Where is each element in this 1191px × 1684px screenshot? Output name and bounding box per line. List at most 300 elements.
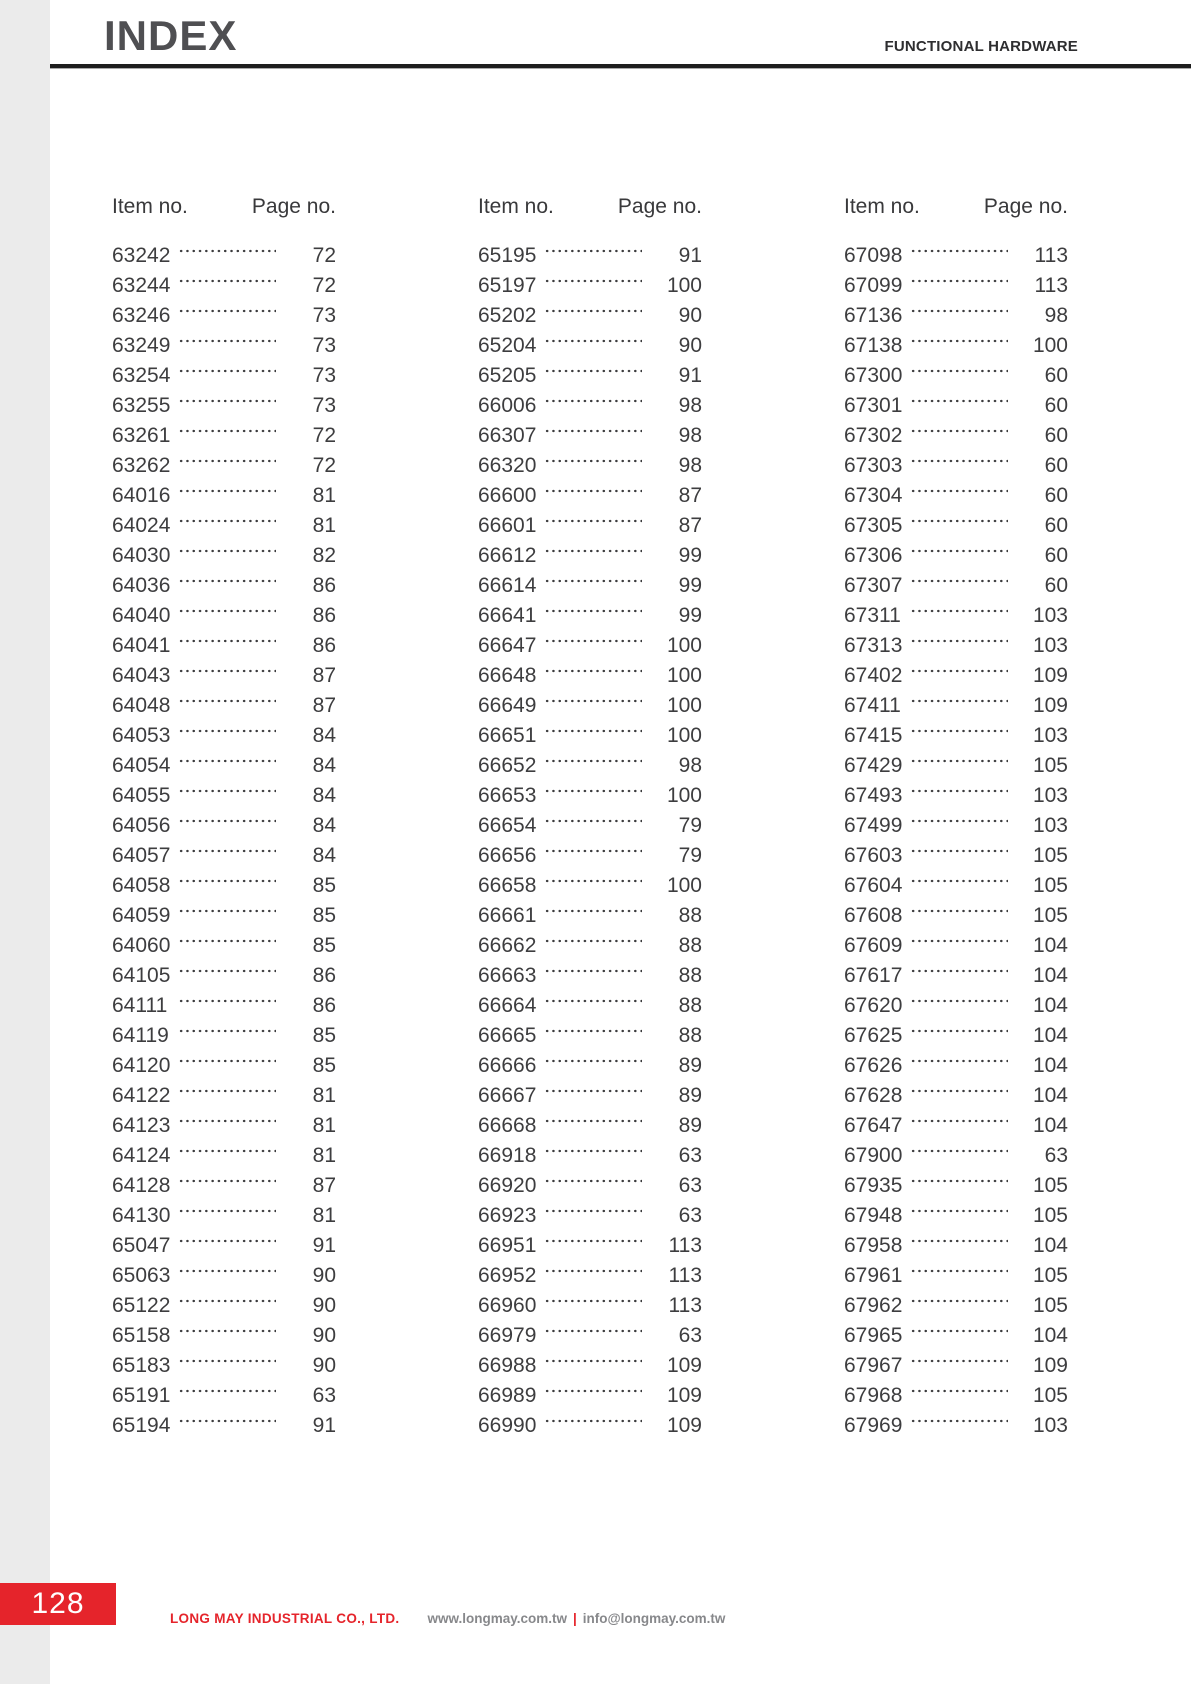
- index-row: [478, 961, 702, 991]
- dot-leader: [544, 1029, 642, 1033]
- page-number: 103: [1032, 724, 1068, 747]
- page-number: 104: [1032, 994, 1068, 1017]
- index-row: [478, 691, 702, 721]
- dot-leader: [910, 1299, 1008, 1303]
- index-row: [478, 1081, 702, 1111]
- item-number: 66988: [478, 1354, 537, 1377]
- page-number: 91: [678, 364, 702, 387]
- dot-leader: [910, 339, 1008, 343]
- index-rows: [478, 241, 702, 1441]
- index-row: [112, 1051, 336, 1081]
- page-number: 84: [312, 784, 336, 807]
- dot-leader: [910, 609, 1008, 613]
- page-number: 109: [1032, 694, 1068, 717]
- index-row: [844, 1141, 1068, 1171]
- dot-leader: [178, 789, 276, 793]
- page-number: 87: [678, 484, 702, 507]
- item-number: 67402: [844, 664, 903, 687]
- index-row: [112, 481, 336, 511]
- dot-leader: [544, 609, 642, 613]
- index-row: [112, 811, 336, 841]
- page-no-header: Page no.: [251, 195, 336, 218]
- index-row: [478, 541, 702, 571]
- dot-leader: [178, 459, 276, 463]
- item-number: 67969: [844, 1414, 903, 1437]
- index-row: [112, 271, 336, 301]
- dot-leader: [910, 1359, 1008, 1363]
- item-number: 67304: [844, 484, 903, 507]
- dot-leader: [910, 639, 1008, 643]
- page-number: 90: [678, 304, 702, 327]
- index-row: [478, 1351, 702, 1381]
- footer-line: [170, 1610, 725, 1628]
- item-number: 64048: [112, 694, 171, 717]
- page-number: 89: [678, 1054, 702, 1077]
- item-number: 67411: [844, 694, 901, 717]
- item-number: 64059: [112, 904, 171, 927]
- page-number: 104: [1032, 1024, 1068, 1047]
- page-no-header: Page no.: [983, 195, 1068, 218]
- item-number: 64120: [112, 1054, 171, 1077]
- item-number: 63242: [112, 244, 171, 267]
- column-header: [844, 195, 1068, 219]
- page-number: 60: [1044, 364, 1068, 387]
- index-row: [478, 1321, 702, 1351]
- dot-leader: [910, 849, 1008, 853]
- item-number: 63255: [112, 394, 171, 417]
- page-number-badge: 128: [0, 1583, 116, 1625]
- index-row: [844, 631, 1068, 661]
- index-row: [478, 331, 702, 361]
- page-number: 86: [312, 964, 336, 987]
- page-number: 113: [1034, 274, 1068, 297]
- dot-leader: [544, 339, 642, 343]
- dot-leader: [178, 399, 276, 403]
- index-row: [478, 511, 702, 541]
- page-number: 60: [1044, 394, 1068, 417]
- item-number: 64057: [112, 844, 171, 867]
- dot-leader: [178, 1059, 276, 1063]
- index-row: [478, 1231, 702, 1261]
- item-number: 66923: [478, 1204, 537, 1227]
- item-no-header: Item no.: [112, 195, 188, 218]
- dot-leader: [910, 999, 1008, 1003]
- dot-leader: [910, 909, 1008, 913]
- dot-leader: [544, 1089, 642, 1093]
- item-number: 67962: [844, 1294, 903, 1317]
- page-number: 104: [1032, 934, 1068, 957]
- dot-leader: [910, 429, 1008, 433]
- item-number: 67603: [844, 844, 903, 867]
- dot-leader: [178, 849, 276, 853]
- page-number: 103: [1032, 814, 1068, 837]
- item-number: 66664: [478, 994, 537, 1017]
- index-row: [844, 901, 1068, 931]
- item-number: 67965: [844, 1324, 903, 1347]
- index-row: [844, 751, 1068, 781]
- page-number: 85: [312, 1024, 336, 1047]
- dot-leader: [178, 1149, 276, 1153]
- dot-leader: [910, 1059, 1008, 1063]
- item-number: 64053: [112, 724, 171, 747]
- item-number: 67620: [844, 994, 903, 1017]
- dot-leader: [178, 999, 276, 1003]
- index-row: [844, 1261, 1068, 1291]
- dot-leader: [178, 1359, 276, 1363]
- item-number: 66960: [478, 1294, 537, 1317]
- item-number: 64024: [112, 514, 171, 537]
- item-number: 66654: [478, 814, 537, 837]
- dot-leader: [544, 429, 642, 433]
- item-number: 67098: [844, 244, 903, 267]
- dot-leader: [910, 879, 1008, 883]
- index-row: [844, 541, 1068, 571]
- item-number: 67968: [844, 1384, 903, 1407]
- index-row: [478, 931, 702, 961]
- item-number: 65202: [478, 304, 537, 327]
- dot-leader: [544, 1239, 642, 1243]
- item-number: 67313: [844, 634, 903, 657]
- page-number: 81: [312, 1114, 336, 1137]
- page-number: 73: [312, 394, 336, 417]
- index-row: [112, 781, 336, 811]
- item-number: 65158: [112, 1324, 171, 1347]
- page-number: 86: [312, 574, 336, 597]
- index-row: [844, 721, 1068, 751]
- item-number: 67647: [844, 1114, 903, 1137]
- dot-leader: [178, 1209, 276, 1213]
- index-row: [112, 1171, 336, 1201]
- item-number: 64058: [112, 874, 171, 897]
- index-row: [478, 451, 702, 481]
- page-number: 88: [678, 934, 702, 957]
- page-number: 89: [678, 1114, 702, 1137]
- page-number: 87: [312, 1174, 336, 1197]
- page-number: 87: [312, 664, 336, 687]
- dot-leader: [544, 369, 642, 373]
- index-row: [112, 1201, 336, 1231]
- item-number: 65197: [478, 274, 537, 297]
- index-row: [112, 871, 336, 901]
- page-number: 113: [1034, 244, 1068, 267]
- item-number: 66661: [478, 904, 537, 927]
- index-row: [844, 1111, 1068, 1141]
- item-number: 66647: [478, 634, 537, 657]
- page-number: 100: [666, 724, 702, 747]
- dot-leader: [178, 1389, 276, 1393]
- item-number: 65191: [112, 1384, 171, 1407]
- dot-leader: [544, 1269, 642, 1273]
- dot-leader: [910, 759, 1008, 763]
- dot-leader: [910, 1269, 1008, 1273]
- dot-leader: [544, 699, 642, 703]
- item-number: 63254: [112, 364, 171, 387]
- item-number: 67493: [844, 784, 903, 807]
- dot-leader: [178, 1269, 276, 1273]
- index-row: [844, 1291, 1068, 1321]
- index-row: [112, 1141, 336, 1171]
- page-number: 81: [312, 1084, 336, 1107]
- item-number: 65047: [112, 1234, 171, 1257]
- item-number: 67306: [844, 544, 903, 567]
- page-number: 98: [678, 424, 702, 447]
- page-number: 100: [666, 274, 702, 297]
- page-number: 109: [1032, 1354, 1068, 1377]
- dot-leader: [544, 969, 642, 973]
- index-rows: [112, 241, 336, 1441]
- index-row: [112, 571, 336, 601]
- page-number: 104: [1032, 1054, 1068, 1077]
- index-row: [844, 1411, 1068, 1441]
- index-row: [478, 991, 702, 1021]
- page-number: 84: [312, 754, 336, 777]
- index-row: [478, 571, 702, 601]
- footer-company: LONG MAY INDUSTRIAL CO., LTD.: [170, 1611, 400, 1626]
- dot-leader: [544, 1149, 642, 1153]
- page-number: 100: [666, 694, 702, 717]
- index-row: [112, 391, 336, 421]
- dot-leader: [910, 669, 1008, 673]
- index-row: [478, 1261, 702, 1291]
- item-number: 67609: [844, 934, 903, 957]
- page-number: 109: [666, 1354, 702, 1377]
- index-row: [478, 1111, 702, 1141]
- dot-leader: [178, 1239, 276, 1243]
- dot-leader: [544, 789, 642, 793]
- page-number: 91: [312, 1414, 336, 1437]
- page-number: 88: [678, 1024, 702, 1047]
- dot-leader: [178, 489, 276, 493]
- dot-leader: [544, 489, 642, 493]
- page-number: 99: [678, 544, 702, 567]
- page-number: 60: [1044, 574, 1068, 597]
- dot-leader: [910, 579, 1008, 583]
- index-row: [478, 1051, 702, 1081]
- dot-leader: [910, 1179, 1008, 1183]
- dot-leader: [910, 1209, 1008, 1213]
- page-number: 63: [678, 1204, 702, 1227]
- index-row: [112, 361, 336, 391]
- index-row: [112, 721, 336, 751]
- page-number: 85: [312, 934, 336, 957]
- page-number: 99: [678, 604, 702, 627]
- item-no-header: Item no.: [478, 195, 554, 218]
- page-number: 105: [1032, 754, 1068, 777]
- page-number: 60: [1044, 544, 1068, 567]
- index-columns: [112, 195, 1068, 1441]
- dot-leader: [544, 579, 642, 583]
- page-number: 72: [312, 424, 336, 447]
- dot-leader: [178, 609, 276, 613]
- page-number: 84: [312, 844, 336, 867]
- item-number: 64043: [112, 664, 171, 687]
- index-row: [112, 511, 336, 541]
- dot-leader: [178, 1419, 276, 1423]
- item-number: 64056: [112, 814, 171, 837]
- item-number: 65195: [478, 244, 537, 267]
- item-number: 66663: [478, 964, 537, 987]
- item-number: 64030: [112, 544, 171, 567]
- dot-leader: [544, 1059, 642, 1063]
- dot-leader: [544, 879, 642, 883]
- dot-leader: [910, 249, 1008, 253]
- item-number: 66918: [478, 1144, 537, 1167]
- page-number: 104: [1032, 1084, 1068, 1107]
- item-number: 67604: [844, 874, 903, 897]
- dot-leader: [544, 849, 642, 853]
- index-row: [844, 1201, 1068, 1231]
- dot-leader: [544, 1119, 642, 1123]
- dot-leader: [910, 279, 1008, 283]
- item-number: 66601: [478, 514, 537, 537]
- item-number: 64123: [112, 1114, 171, 1137]
- index-row: [478, 781, 702, 811]
- dot-leader: [544, 1329, 642, 1333]
- dot-leader: [544, 1179, 642, 1183]
- item-number: 66614: [478, 574, 537, 597]
- page-number: 91: [678, 244, 702, 267]
- dot-leader: [544, 1299, 642, 1303]
- index-row: [478, 271, 702, 301]
- dot-leader: [544, 669, 642, 673]
- page-number: 85: [312, 874, 336, 897]
- item-number: 67625: [844, 1024, 903, 1047]
- section-label: FUNCTIONAL HARDWARE: [884, 38, 1078, 55]
- item-number: 64130: [112, 1204, 171, 1227]
- dot-leader: [178, 1299, 276, 1303]
- item-number: 65183: [112, 1354, 171, 1377]
- index-row: [844, 1021, 1068, 1051]
- dot-leader: [544, 759, 642, 763]
- item-number: 66320: [478, 454, 537, 477]
- item-number: 65194: [112, 1414, 171, 1437]
- page-number: 91: [312, 1234, 336, 1257]
- footer-website: www.longmay.com.tw: [427, 1611, 567, 1626]
- column-header: [478, 195, 702, 219]
- index-row: [112, 1231, 336, 1261]
- index-row: [112, 241, 336, 271]
- item-number: 66307: [478, 424, 537, 447]
- index-row: [844, 931, 1068, 961]
- dot-leader: [910, 1239, 1008, 1243]
- dot-leader: [544, 819, 642, 823]
- page-number: 100: [666, 664, 702, 687]
- item-number: 66668: [478, 1114, 537, 1137]
- index-row: [478, 1411, 702, 1441]
- item-number: 63249: [112, 334, 171, 357]
- page-number: 100: [1032, 334, 1068, 357]
- index-row: [478, 241, 702, 271]
- item-number: 67301: [844, 394, 903, 417]
- page-number: 100: [666, 784, 702, 807]
- page-number: 73: [312, 334, 336, 357]
- item-number: 67961: [844, 1264, 903, 1287]
- index-row: [112, 931, 336, 961]
- dot-leader: [910, 519, 1008, 523]
- index-row: [844, 661, 1068, 691]
- page-no-header: Page no.: [617, 195, 702, 218]
- page-number: 81: [312, 514, 336, 537]
- page-number: 105: [1032, 1294, 1068, 1317]
- dot-leader: [544, 549, 642, 553]
- item-number: 67305: [844, 514, 903, 537]
- item-number: 66989: [478, 1384, 537, 1407]
- page-number: 88: [678, 994, 702, 1017]
- index-row: [478, 481, 702, 511]
- index-row: [844, 1231, 1068, 1261]
- dot-leader: [910, 699, 1008, 703]
- page-number: 105: [1032, 1174, 1068, 1197]
- item-number: 66667: [478, 1084, 537, 1107]
- item-number: 64119: [112, 1024, 169, 1047]
- item-number: 67628: [844, 1084, 903, 1107]
- index-row: [112, 1261, 336, 1291]
- item-number: 63261: [112, 424, 171, 447]
- index-row: [112, 541, 336, 571]
- index-row: [844, 421, 1068, 451]
- index-column-2: [478, 195, 702, 1441]
- page-number: 105: [1032, 1264, 1068, 1287]
- item-number: 66612: [478, 544, 537, 567]
- dot-leader: [178, 909, 276, 913]
- page-number: 105: [1032, 1384, 1068, 1407]
- page-number: 60: [1044, 454, 1068, 477]
- page-number: 104: [1032, 1324, 1068, 1347]
- item-number: 66641: [478, 604, 537, 627]
- page-title: INDEX: [104, 12, 238, 59]
- index-row: [112, 1321, 336, 1351]
- page-number: 79: [678, 844, 702, 867]
- index-row: [478, 601, 702, 631]
- item-number: 66651: [478, 724, 537, 747]
- index-row: [112, 1111, 336, 1141]
- page-number: 60: [1044, 514, 1068, 537]
- dot-leader: [178, 1029, 276, 1033]
- dot-leader: [910, 1329, 1008, 1333]
- dot-leader: [544, 729, 642, 733]
- item-number: 64055: [112, 784, 171, 807]
- item-number: 67608: [844, 904, 903, 927]
- page-number: 86: [312, 604, 336, 627]
- index-column-1: [112, 195, 336, 1441]
- dot-leader: [910, 399, 1008, 403]
- page-number: 89: [678, 1084, 702, 1107]
- item-number: 66920: [478, 1174, 537, 1197]
- dot-leader: [544, 519, 642, 523]
- index-row: [112, 841, 336, 871]
- dot-leader: [178, 819, 276, 823]
- index-row: [112, 421, 336, 451]
- page-number: 87: [312, 694, 336, 717]
- item-number: 64105: [112, 964, 171, 987]
- index-row: [844, 331, 1068, 361]
- index-row: [478, 301, 702, 331]
- dot-leader: [910, 489, 1008, 493]
- dot-leader: [178, 759, 276, 763]
- item-number: 63244: [112, 274, 171, 297]
- item-number: 67429: [844, 754, 903, 777]
- index-row: [844, 271, 1068, 301]
- index-row: [844, 601, 1068, 631]
- page-number: 63: [312, 1384, 336, 1407]
- index-row: [478, 361, 702, 391]
- item-number: 66656: [478, 844, 537, 867]
- index-row: [112, 601, 336, 631]
- page-number: 103: [1032, 784, 1068, 807]
- item-number: 66006: [478, 394, 537, 417]
- item-number: 67958: [844, 1234, 903, 1257]
- page-number: 72: [312, 274, 336, 297]
